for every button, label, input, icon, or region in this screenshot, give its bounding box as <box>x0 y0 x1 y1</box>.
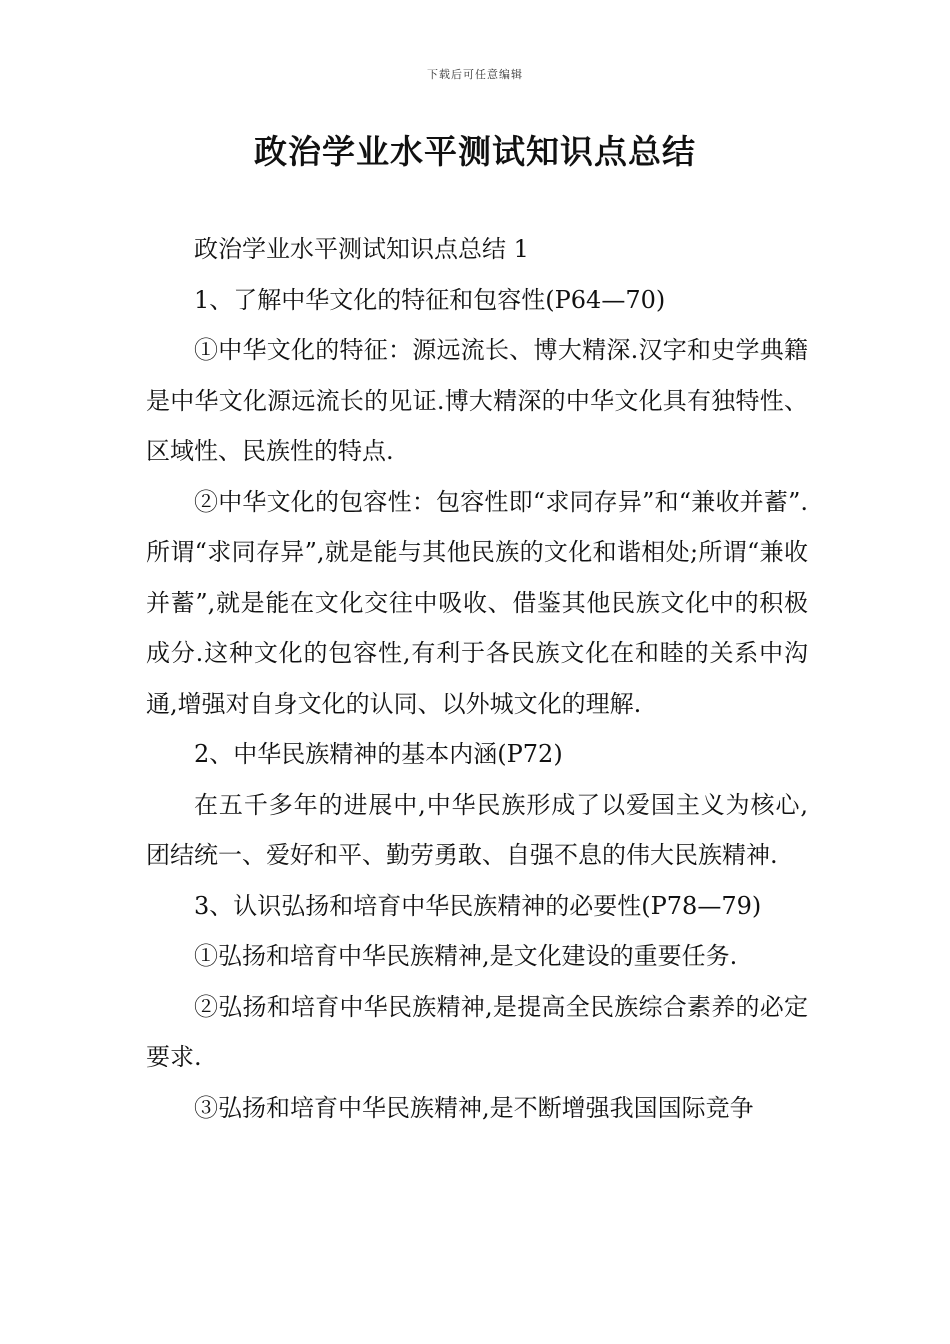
section-heading-3: 3、认识弘扬和培育中华民族精神的必要性(P78—79) <box>194 891 762 920</box>
paragraph-point-3: ③弘扬和培育中华民族精神,是不断增强我国国际竞争 <box>194 1093 754 1122</box>
document-body <box>146 224 808 1133</box>
header-note: 下载后可任意编辑 <box>427 68 523 81</box>
paragraph-point-1: ①弘扬和培育中华民族精神,是文化建设的重要任务. <box>194 942 738 970</box>
section-heading-1: 1、了解中华文化的特征和包容性(P64—70) <box>194 285 666 314</box>
subtitle-paragraph: 政治学业水平测试知识点总结 1 <box>194 235 529 263</box>
paragraph-point-2: ②弘扬和培育中华民族精神,是提高全民族综合素养的必定要求. <box>146 992 808 1071</box>
document-title: 政治学业水平测试知识点总结 <box>254 132 696 171</box>
paragraph-culture-features: ①中华文化的特征：源远流长、博大精深.汉字和史学典籍是中华文化源远流长的见证.博大精深的中华文化具有独特性、区域性、民族性的特点. <box>146 336 808 465</box>
section-heading-2: 2、中华民族精神的基本内涵(P72) <box>194 740 563 768</box>
paragraph-culture-inclusiveness: ②中华文化的包容性：包容性即“求同存异”和“兼收并蓄”.所谓“求同存异”,就是能与其他民族的文化和谐相处;所谓“兼收并蓄”,就是能在文化交往中吸收、借鉴其他民族文化中的积极成分.这种文化的包容性,有利于各民族文化在和睦的关系中沟通,增强对自身文化的认同、以外城文化的理解. <box>146 487 808 718</box>
paragraph-national-spirit: 在五千多年的进展中,中华民族形成了以爱国主义为核心,团结统一、爱好和平、勤劳勇敢、自强不息的伟大民族精神. <box>146 790 808 869</box>
